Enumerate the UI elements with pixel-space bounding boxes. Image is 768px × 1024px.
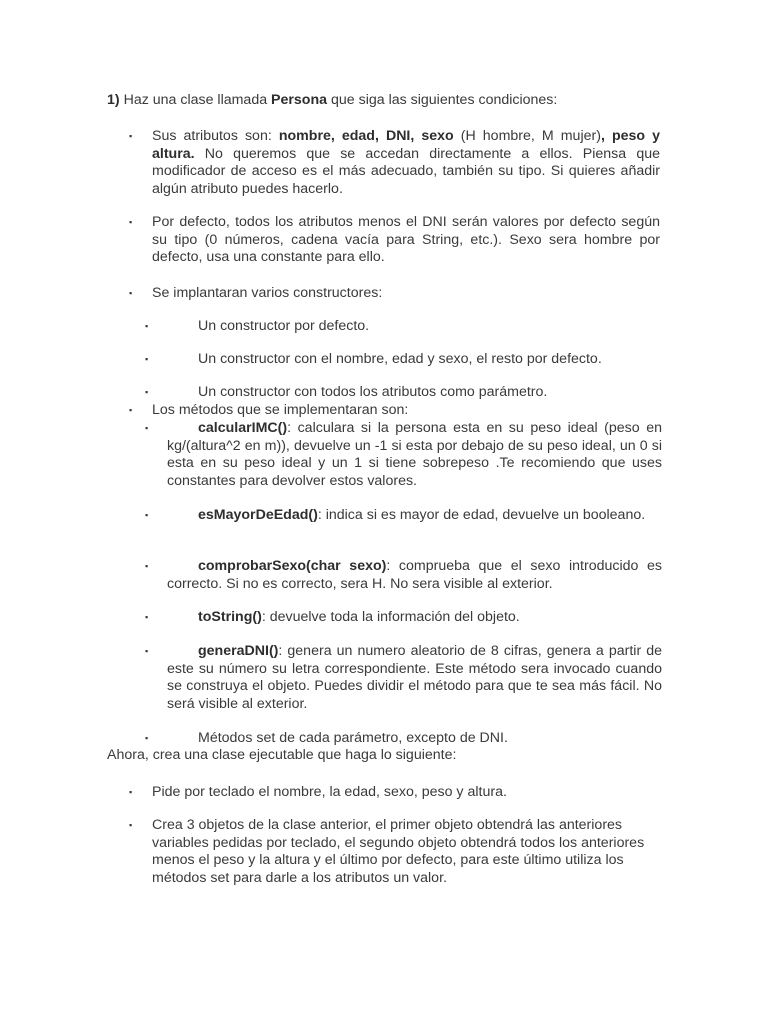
sub-bullet-icon: ▪ — [145, 510, 149, 520]
sub-bullet-icon: ▪ — [145, 612, 149, 622]
method-calcular-imc — [167, 420, 662, 490]
method-description: : comprueba que el sexo introducido es correcto. Si no es correcto, sera H. No sera visible al exterior. — [167, 558, 662, 592]
method-name: comprobarSexo(char sexo) — [198, 558, 387, 574]
bullet-icon: ▪ — [129, 787, 133, 797]
create-objects-item: Crea 3 objetos de la clase anterior, el primer objeto obtendrá las anteriores variables pedidas por teclado, el segundo objeto obtendrá todos los anteriores menos el peso y la altura y el último por defecto, para este último utiliza los métodos set para darle a los atributos un valor. — [152, 817, 645, 886]
sub-bullet-icon: ▪ — [145, 321, 149, 331]
bullet-icon: ▪ — [129, 217, 133, 227]
attributes-weight-height: , peso y altura. — [152, 128, 660, 162]
method-name: toString() — [198, 609, 262, 625]
intro-heading — [107, 92, 667, 110]
class-name: Persona — [271, 92, 328, 108]
sub-bullet-icon: ▪ — [145, 423, 149, 433]
defaults-item: Por defecto, todos los atributos menos el DNI serán valores por defecto según su tipo (0 números, cadena vacía para String, etc.). Sexo sera hombre por defecto, usa una constante para ello. — [152, 214, 660, 265]
sub-bullet-icon: ▪ — [145, 354, 149, 364]
method-description: : devuelve toda la información del objeto. — [261, 609, 520, 625]
bullet-icon: ▪ — [129, 288, 133, 298]
sub-bullet-icon: ▪ — [145, 387, 149, 397]
method-comprobar-sexo — [167, 558, 662, 593]
main-class-intro: Ahora, crea una clase ejecutable que haga lo siguiente: — [107, 747, 457, 763]
method-description: : genera un numero aleatorio de 8 cifras, genera a partir de este su número su letra correspondiente. Este método sera invocado cuando se construya el objeto. Puedes dividir el método para que te sea más fácil. No será visible al exterior. — [167, 643, 662, 712]
attributes-intro: Sus atributos son: — [152, 128, 279, 144]
constructors-item: Se implantaran varios constructores: — [152, 285, 383, 301]
intro-text-before: Haz una clase llamada — [119, 92, 272, 108]
method-description: : calculara si la persona esta en su peso ideal (peso en kg/(altura^2 en m)), devuelve un -1 si esta por debajo de su peso ideal, un 0 si esta en su peso ideal y un 1 si tiene sobrepeso .Te recomiendo que uses constantes para devolver estos valores. — [167, 420, 662, 489]
method-name: calcularIMC() — [198, 420, 288, 436]
method-description: Métodos set de cada parámetro, excepto de DNI. — [198, 730, 508, 746]
attributes-list: nombre, edad, DNI, sexo — [278, 128, 454, 144]
attributes-item — [152, 128, 660, 198]
constructor-default: Un constructor por defecto. — [198, 318, 370, 334]
method-name: esMayorDeEdad() — [198, 507, 318, 523]
bullet-icon: ▪ — [129, 405, 133, 415]
constructor-all-attributes: Un constructor con todos los atributos como parámetro. — [198, 384, 548, 400]
constructor-name-age-sex: Un constructor con el nombre, edad y sexo, el resto por defecto. — [198, 351, 602, 367]
read-input-item: Pide por teclado el nombre, la edad, sexo, peso y altura. — [152, 784, 507, 800]
intro-text-after: que siga las siguientes condiciones: — [327, 92, 558, 108]
sex-codes: (H hombre, M mujer) — [453, 128, 601, 144]
method-description: : indica si es mayor de edad, devuelve un booleano. — [317, 507, 646, 523]
bullet-icon: ▪ — [129, 131, 133, 141]
bullet-icon: ▪ — [129, 820, 133, 830]
methods-item: Los métodos que se implementaran son: — [152, 402, 409, 418]
method-es-mayor-de-edad — [167, 507, 662, 525]
sub-bullet-icon: ▪ — [145, 733, 149, 743]
method-genera-dni — [167, 643, 662, 713]
method-name: generaDNI() — [198, 643, 279, 659]
attributes-note: No queremos que se accedan directamente a ellos. Piensa que modificador de acceso es el más adecuado, también su tipo. Si quieres añadir algún atributo puedes hacerlo. — [152, 145, 660, 197]
sub-bullet-icon: ▪ — [145, 646, 149, 656]
exercise-number: 1) — [107, 92, 120, 108]
method-setters — [167, 730, 662, 748]
sub-bullet-icon: ▪ — [145, 561, 149, 571]
method-to-string — [167, 609, 662, 627]
